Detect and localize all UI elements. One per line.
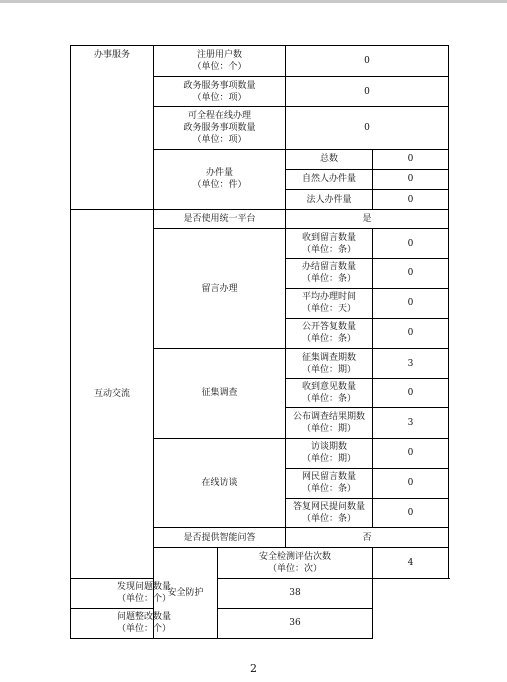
group-label: 留言办理 [154, 229, 286, 349]
item-label: 征集调查期数 （单位：期） [286, 348, 373, 378]
item-value: 0 [373, 468, 449, 498]
group-label: 在线访谈 [154, 438, 286, 528]
item-value: 0 [373, 438, 449, 468]
item-value: 0 [373, 288, 449, 318]
table-row [71, 210, 449, 229]
sub-label: 法人办件量 [286, 189, 373, 209]
item-value: 0 [373, 259, 449, 288]
row-label: 是否使用统一平台 [154, 210, 286, 229]
group-label: 征集调查 [154, 348, 286, 438]
item-label: 平均办理时间 （单位：天） [286, 288, 373, 318]
row-label: 发现问题数量 （单位：个） [71, 578, 218, 608]
sub-value: 0 [373, 149, 449, 169]
row-value: 0 [286, 46, 449, 77]
item-label: 访谈期数 （单位：期） [286, 438, 373, 468]
row-value: 0 [286, 107, 449, 149]
row-label: 办件量 （单位：件） [154, 149, 286, 209]
table-row [71, 608, 449, 638]
item-label: 收到留言数量 （单位：条） [286, 229, 373, 259]
row-label: 注册用户数 （单位：个） [154, 46, 286, 77]
item-label: 公布调查结果期数 （单位：期） [286, 408, 373, 438]
item-value: 3 [373, 408, 449, 438]
row-value: 36 [218, 608, 373, 638]
category-interaction: 互动交流 [71, 210, 154, 578]
item-label: 网民留言数量 （单位：条） [286, 468, 373, 498]
item-value: 0 [373, 379, 449, 408]
item-label: 办结留言数量 （单位：条） [286, 259, 373, 288]
row-value: 0 [286, 77, 449, 107]
statistics-table [70, 45, 449, 639]
row-value: 38 [218, 578, 373, 608]
category-office-services: 办事服务 [71, 46, 154, 210]
sub-label: 总数 [286, 149, 373, 169]
item-value: 0 [373, 229, 449, 259]
row-label: 可全程在线办理 政务服务事项数量 （单位：项） [154, 107, 286, 149]
item-label: 收到意见数量 （单位：条） [286, 379, 373, 408]
item-label: 答复网民提问数量 （单位：条） [286, 498, 373, 527]
item-value: 0 [373, 498, 449, 527]
row-value: 是 [286, 210, 449, 229]
row-value: 否 [286, 528, 449, 548]
item-value: 0 [373, 318, 449, 348]
page-number: 2 [250, 662, 257, 675]
item-label: 公开答复数量 （单位：条） [286, 318, 373, 348]
sub-value: 0 [373, 189, 449, 209]
row-label: 是否提供智能问答 [154, 528, 286, 548]
row-value: 4 [373, 548, 449, 578]
table-row [71, 46, 449, 77]
sub-value: 0 [373, 169, 449, 189]
row-label: 问题整改数量 （单位：个） [71, 608, 218, 638]
row-label: 安全检测评估次数 （单位：次） [218, 548, 373, 578]
sub-label: 自然人办件量 [286, 169, 373, 189]
category-security: 安全防护 [154, 548, 218, 639]
row-label: 政务服务事项数量 （单位：项） [154, 77, 286, 107]
table-row [71, 578, 449, 608]
top-border [0, 0, 507, 3]
item-value: 3 [373, 348, 449, 378]
